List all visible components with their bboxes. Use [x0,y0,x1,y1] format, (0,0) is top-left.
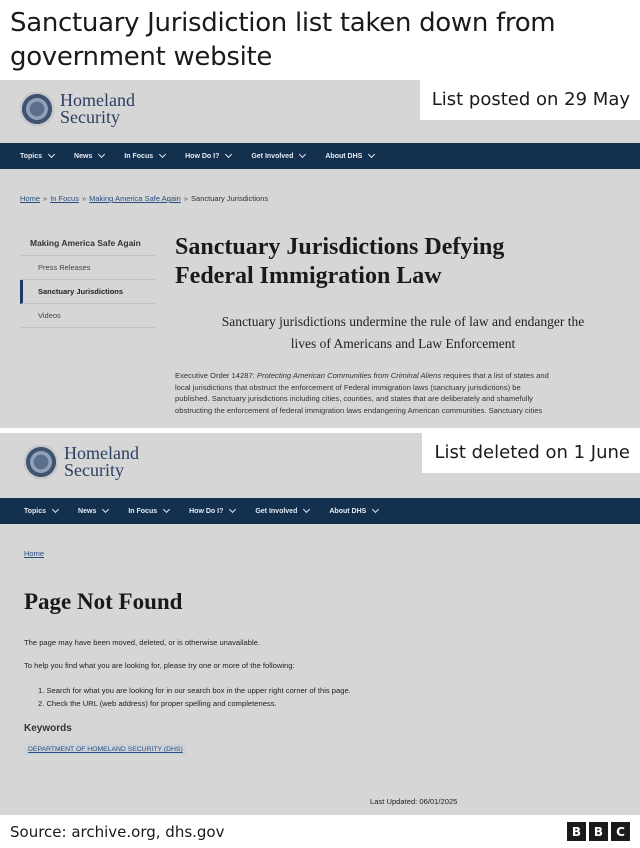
chevron-down-icon [229,506,236,513]
keywords-heading: Keywords [24,723,72,734]
chevron-down-icon [163,506,170,513]
dhs-logo[interactable] [24,445,139,479]
nav-get-involved[interactable]: Get Involved [255,508,309,515]
posted-date-tag: List posted on 29 May [420,80,640,120]
nav-about-dhs[interactable]: About DHS [325,153,374,160]
dhs-seal-icon [24,445,58,479]
nav-in-focus[interactable]: In Focus [128,508,169,515]
chevron-down-icon [98,151,105,158]
breadcrumb-current: Sanctuary Jurisdictions [191,194,269,203]
nav-news[interactable]: News [74,153,104,160]
side-nav-heading[interactable]: Making America Safe Again [20,232,156,256]
chevron-down-icon [368,151,375,158]
body-text: Executive Order 14287: Protecting American Communities from Criminal Aliens requires that a list of states and local jurisdictions that obstruct the enforcement of Federal immigration laws (sanctuary jurisdictions) be published. Sanctuary jurisdictions including cities, counties, and states that are deliberately and shamefully obstructing the enforcement of federal immigration laws endangering American communities. Sanctuary cities [175,371,549,415]
side-nav-sanctuary-jurisdictions[interactable]: Sanctuary Jurisdictions [20,280,156,304]
chevron-down-icon [299,151,306,158]
screenshot-deleted [0,433,640,815]
nav-in-focus[interactable]: In Focus [124,153,165,160]
main-nav [0,498,640,524]
chevron-down-icon [372,506,379,513]
breadcrumb [24,549,44,558]
keyword-link[interactable]: DEPARTMENT OF HOMELAND SECURITY (DHS) [24,744,187,755]
side-nav-videos[interactable]: Videos [20,304,156,328]
headline-text: Sanctuary Jurisdiction list taken down from government website [10,8,556,72]
dhs-wordmark: Homeland Security [60,90,135,127]
footer [0,815,640,848]
chevron-down-icon [225,151,232,158]
help-intro: To help you find what you are looking for, please try one or more of the following: [24,661,295,670]
dhs-seal-icon [20,92,54,126]
dhs-wordmark: Homeland Security [64,443,139,480]
side-nav-press-releases[interactable]: Press Releases [20,256,156,280]
main-nav [0,143,640,169]
nav-get-involved[interactable]: Get Involved [251,153,305,160]
chevron-down-icon [102,506,109,513]
headline [0,0,640,80]
chevron-down-icon [159,151,166,158]
dhs-logo[interactable] [20,92,135,126]
nav-how-do-i[interactable]: How Do I? [185,153,231,160]
bbc-logo [567,822,630,841]
breadcrumb-home[interactable]: Home [24,549,45,558]
breadcrumb: Home » In Focus » Making America Safe Again » Sanctuary Jurisdictions [20,194,269,203]
source-credit: Source: archive.org, dhs.gov [10,822,225,841]
screenshot-posted [0,80,640,428]
bbc-letter: B [567,822,586,841]
bbc-letter: B [589,822,608,841]
lead-text: Sanctuary jurisdictions undermine the rule of law and endanger the lives of Americans and Law Enforcement [221,314,585,351]
chevron-down-icon [52,506,59,513]
side-nav [20,232,156,328]
nav-about-dhs[interactable]: About DHS [329,508,378,515]
nav-news[interactable]: News [78,508,108,515]
chevron-down-icon [48,151,55,158]
nav-topics[interactable]: Topics [24,508,58,515]
breadcrumb-home[interactable]: Home [20,194,41,203]
chevron-down-icon [303,506,310,513]
breadcrumb-in-focus[interactable]: In Focus [50,194,79,203]
nav-topics[interactable]: Topics [20,153,54,160]
breadcrumb-making-america-safe[interactable]: Making America Safe Again [89,194,181,203]
list-item: 2. Check the URL (web address) for proper spelling and completeness. [38,699,277,708]
last-updated: Last Updated: 06/01/2025 [370,797,458,806]
page-title: Page Not Found [24,589,183,614]
not-found-message: The page may have been moved, deleted, or is otherwise unavailable. [24,638,260,647]
page-title: Sanctuary Jurisdictions Defying Federal Immigration Law [175,234,505,289]
deleted-date-tag: List deleted on 1 June [422,433,640,473]
nav-how-do-i[interactable]: How Do I? [189,508,235,515]
bbc-letter: C [611,822,630,841]
executive-order-title: Protecting American Communities from Criminal Aliens [256,371,442,380]
list-item: 1. Search for what you are looking for in our search box in the upper right corner of this page. [38,686,351,695]
